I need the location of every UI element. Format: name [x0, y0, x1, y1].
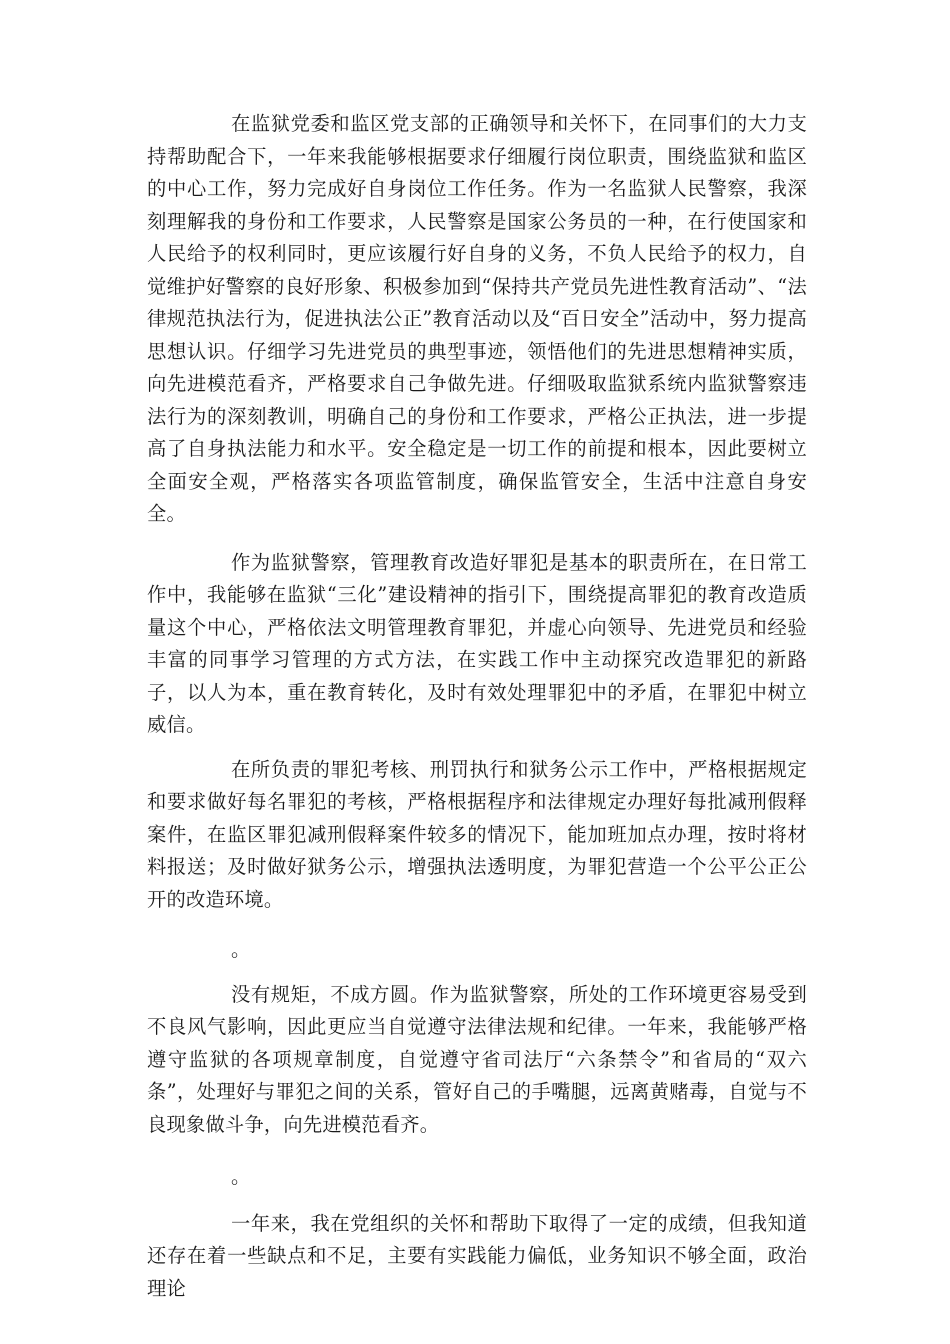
document-body — [147, 108, 807, 1305]
paragraph-7: 一年来，我在党组织的关怀和帮助下取得了一定的成绩，但我知道还存在着一些缺点和不足，主要有实践能力偏低，业务知识不够全面，政治理论 — [147, 1211, 807, 1300]
paragraph-1: 在监狱党委和监区党支部的正确领导和关怀下，在同事们的大力支持帮助配合下，一年来我能够根据要求仔细履行岗位职责，围绕监狱和监区的中心工作，努力完成好自身岗位工作任务。作为一名监狱人民警察，我深刻理解我的身份和工作要求，人民警察是国家公务员的一种，在行使国家和人民给予的权利同时，更应该履行好自身的义务，不负人民给予的权力，自觉维护好警察的良好形象、积极参加到“保持共产党员先进性教育活动”、“法律规范执法行为，促进执法公正”教育活动以及“百日安全”活动中，努力提高思想认识。仔细学习先进党员的典型事迹，领悟他们的先进思想精神实质，向先进模范看齐，严格要求自己争做先进。仔细吸取监狱系统内监狱警察违法行为的深刻教训，明确自己的身份和工作要求，严格公正执法，进一步提高了自身执法能力和水平。安全稳定是一切工作的前提和根本，因此要树立全面安全观，严格落实各项监管制度，确保监管安全，生活中注意自身安全。 — [147, 112, 807, 525]
paragraph-spacer — [147, 1141, 807, 1161]
paragraph-6: 。 — [231, 1165, 251, 1188]
paragraph-5: 没有规矩，不成方圆。作为监狱警察，所处的工作环境更容易受到不良风气影响，因此更应当自觉遵守法律法规和纪律。一年来，我能够严格遵守监狱的各项规章制度，自觉遵守省司法厅“六条禁令”和省局的“双六条”，处理好与罪犯之间的关系，管好自己的手嘴腿，远离黄赌毒，自觉与不良现象做斗争，向先进模范看齐。 — [147, 982, 807, 1136]
paragraph-3: 在所负责的罪犯考核、刑罚执行和狱务公示工作中，严格根据规定和要求做好每名罪犯的考核，严格根据程序和法律规定办理好每批减刑假释案件，在监区罪犯减刑假释案件较多的情况下，能加班加点办理，按时将材料报送；及时做好狱务公示，增强执法透明度，为罪犯营造一个公平公正公开的改造环境。 — [147, 757, 807, 911]
paragraph-spacer — [147, 742, 807, 754]
paragraph-spacer — [147, 1194, 807, 1208]
paragraph-spacer — [147, 531, 807, 547]
paragraph-2: 作为监狱警察，管理教育改造好罪犯是基本的职责所在，在日常工作中，我能够在监狱“三化”建设精神的指引下，围绕提高罪犯的教育改造质量这个中心，严格依法文明管理教育罪犯，并虚心向领导、先进党员和经验丰富的同事学习管理的方式方法，在实践工作中主动探究改造罪犯的新路子，以人为本，重在教育转化，及时有效处理罪犯中的矛盾，在罪犯中树立威信。 — [147, 550, 807, 736]
paragraph-spacer — [147, 916, 807, 934]
paragraph-4: 。 — [231, 938, 251, 961]
paragraph-spacer — [147, 967, 807, 979]
